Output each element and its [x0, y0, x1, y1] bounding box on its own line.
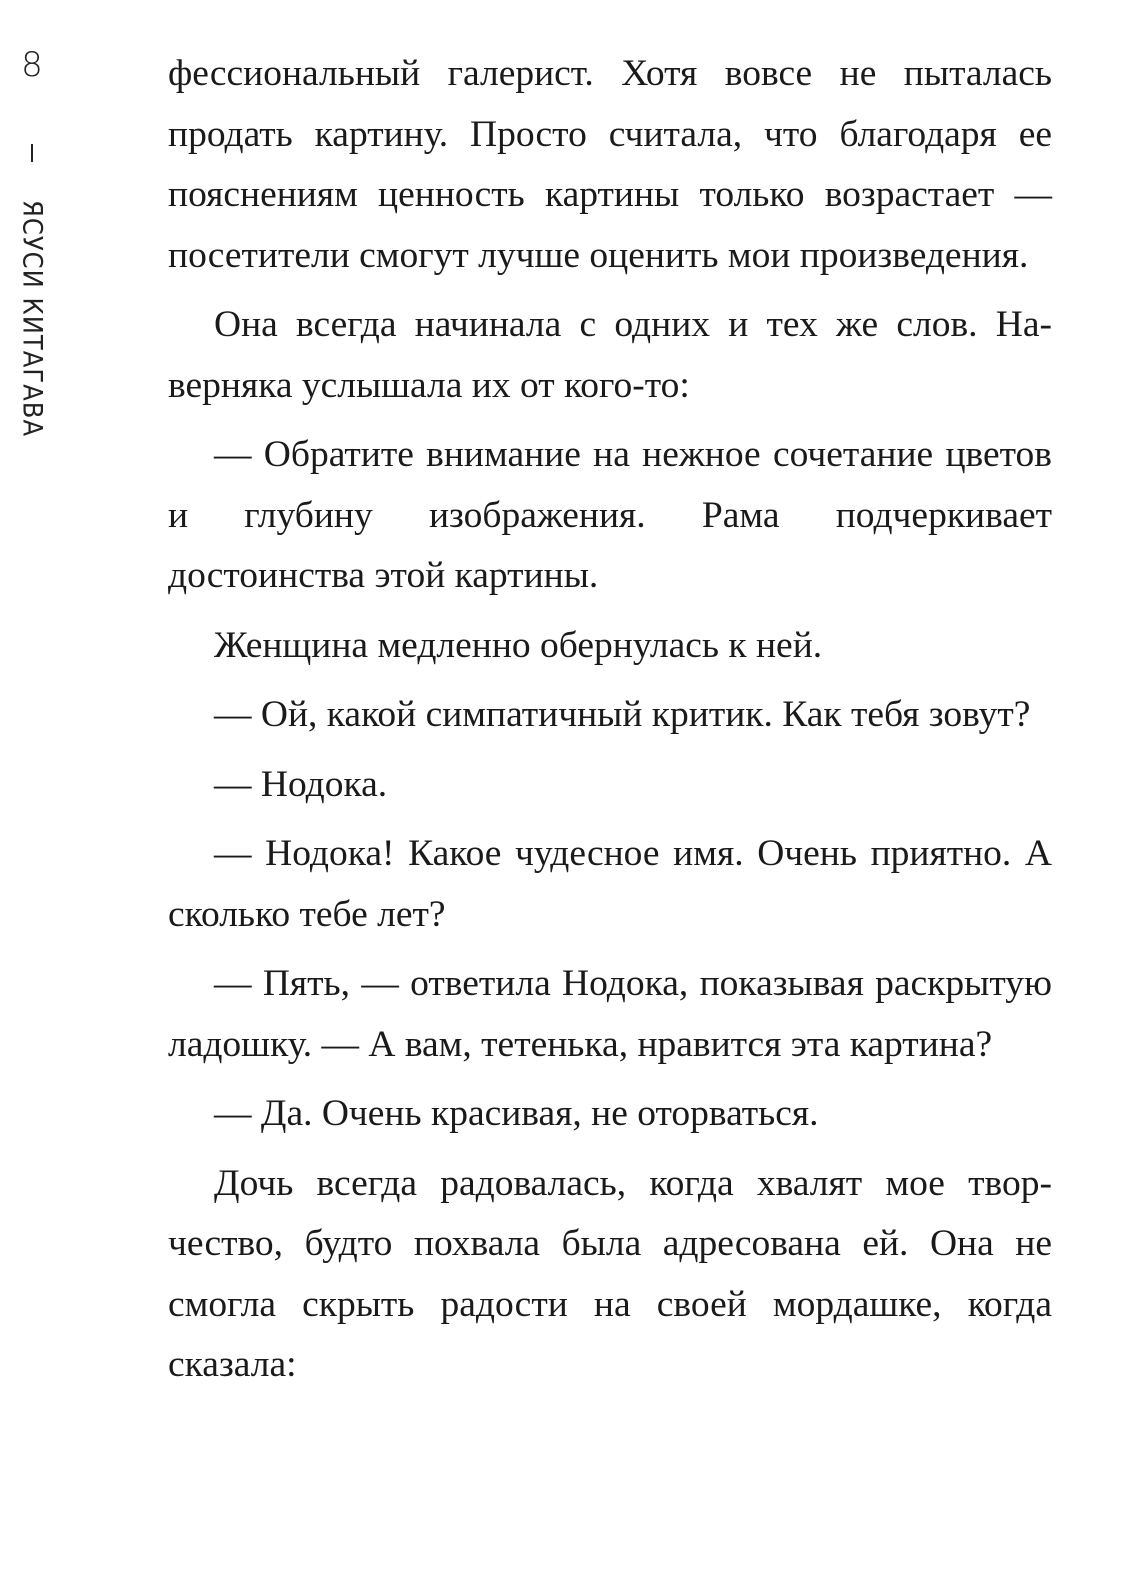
paragraph-6: — Нодока.	[214, 763, 388, 805]
body-text	[168, 44, 1052, 1405]
paragraph-1: фессиональный галерист. Хотя вовсе не пыталась продать картину. Просто считала, что благодаря ее пояснениям ценность картины только возрастает — посетители смогут лучше оценить мои произведения.	[168, 53, 1052, 276]
paragraph-8: — Пять, — ответила Нодока, показывая раскрытую ладошку. — А вам, тетенька, нравится эта картина?	[168, 963, 1052, 1065]
page-number: 8	[21, 45, 43, 85]
paragraph-4: Женщина медленно обернулась к ней.	[214, 624, 823, 666]
paragraph-7: — Нодока! Какое чудесное имя. Очень приятно. А сколько тебе лет?	[168, 833, 1052, 935]
paragraph-3: — Обратите внимание на нежное сочетание цветов и глубину изображения. Рама подчеркивает достоинства этой картины.	[168, 434, 1052, 596]
paragraph-9: — Да. Очень красивая, не оторваться.	[214, 1093, 819, 1134]
running-head-author: ЯСУСИ КИТАГАВА	[16, 200, 48, 438]
running-head-divider	[31, 144, 33, 162]
paragraph-5: — Ой, какой симпатичный критик. Как тебя зовут?	[214, 694, 1031, 735]
paragraph-2: Она всегда начинала с одних и тех же слов. Наверняка услышала их от кого-то:	[168, 304, 1052, 406]
paragraph-10: Дочь всегда радовалась, когда хвалят мое творчество, будто похвала была адресована ей. Она не смогла скрыть радости на своей мордашке, когда сказала:	[168, 1162, 1052, 1385]
